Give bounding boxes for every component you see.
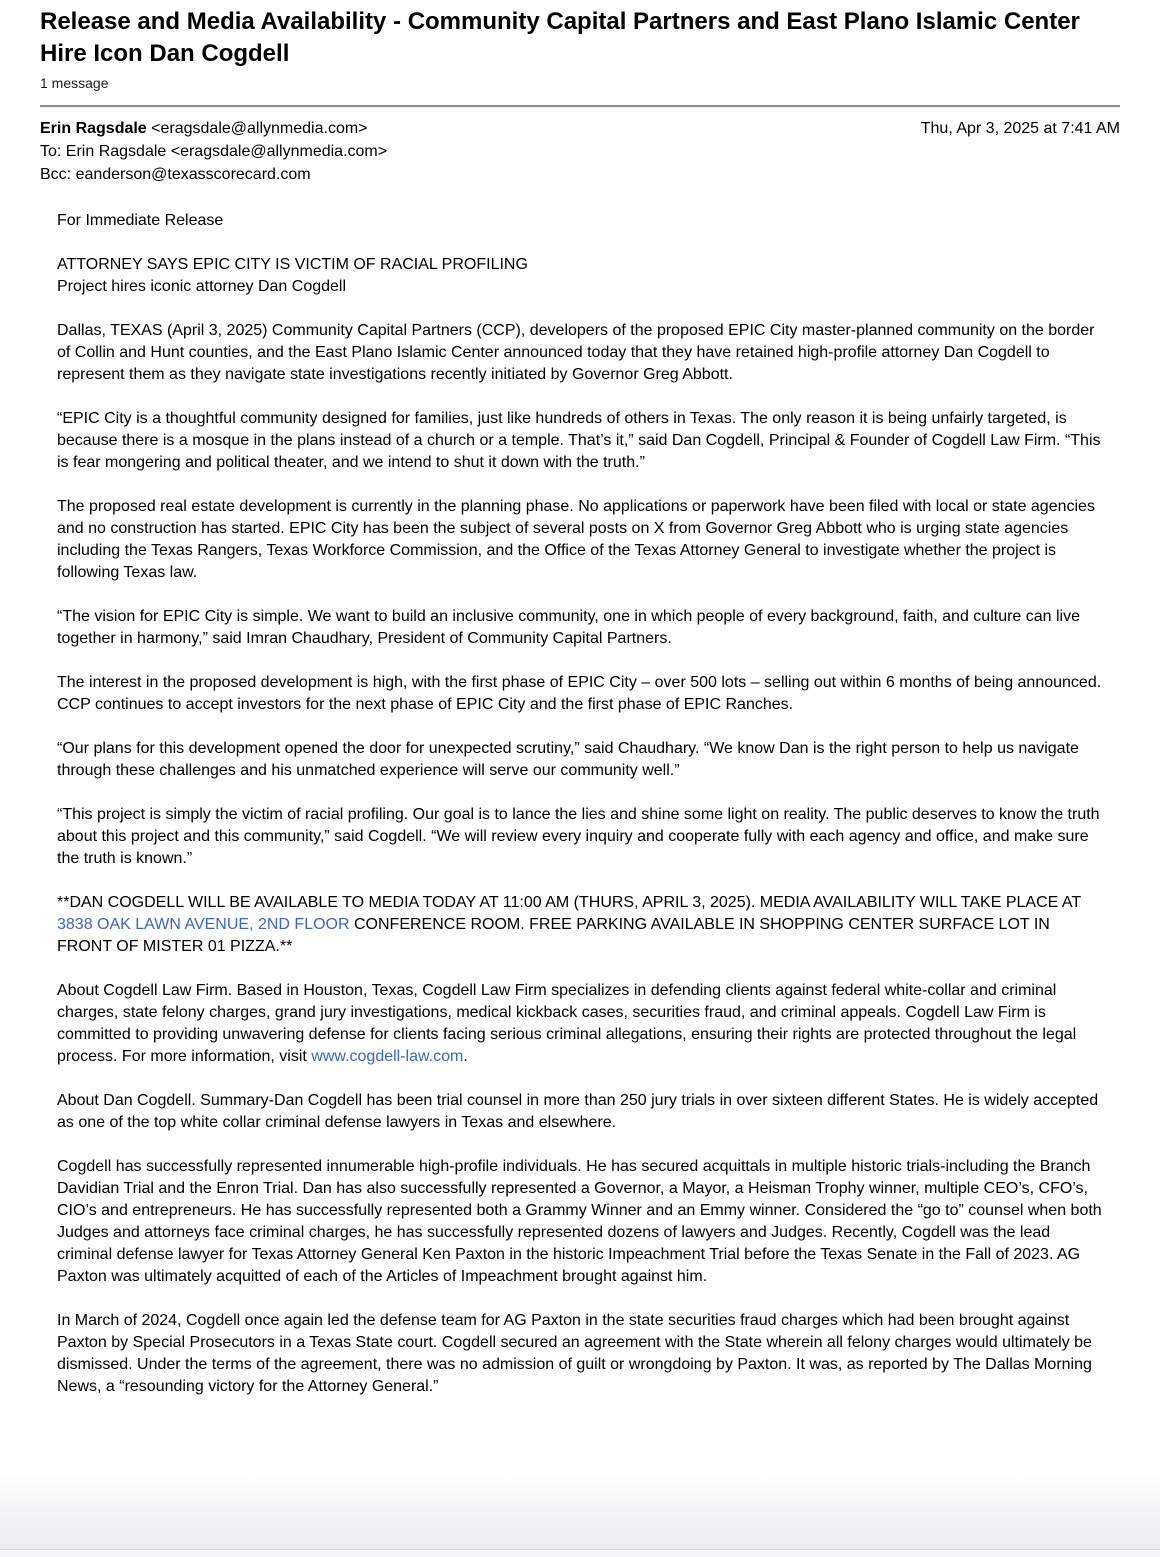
paragraph-text: Dallas, TEXAS (April 3, 2025) Community Capital Partners (CCP), developers of the proposed EPIC City master-planned community on the border of Collin and Hunt counties, and the East Plano Islamic Center announced today that they have retained high-profile attorney Dan Cogdell to represent them as they navigate state investigations recently initiated by Governor Greg Abbott. — [57, 322, 1095, 383]
sender-email: <eragsdale@allynmedia.com> — [146, 120, 368, 137]
paragraph — [57, 210, 1103, 232]
header-divider — [40, 105, 1120, 108]
paragraph — [57, 496, 1103, 584]
paragraph — [57, 892, 1103, 958]
paragraph-text: ATTORNEY SAYS EPIC CITY IS VICTIM OF RACIAL PROFILING — [57, 256, 528, 273]
paragraph — [57, 1310, 1103, 1398]
bcc-line: Bcc: eanderson@texasscorecard.com — [40, 166, 311, 183]
email-body — [57, 210, 1103, 1398]
sender-name: Erin Ragsdale — [40, 120, 147, 137]
paragraph-text: In March of 2024, Cogdell once again led the defense team for AG Paxton in the state securities fraud charges which had been brought against Paxton by Special Prosecutors in a Texas State court. Cogdell secured an agreement with the State wherein all felony charges would ultimately be dismissed. Under the terms of the agreement, there was no admission of guilt or wrongdoing by Paxton. It was, as reported by The Dallas Morning News, a “resounding victory for the Attorney General.” — [57, 1312, 1092, 1395]
cogdell-law-website-link[interactable]: www.cogdell-law.com — [311, 1048, 464, 1065]
paragraph-text: “Our plans for this development opened the door for unexpected scrutiny,” said Chaudhary. “We know Dan is the right person to help us navigate through these challenges and his unmatched experience will serve our community well.” — [57, 740, 1079, 779]
paragraph — [57, 1156, 1103, 1288]
paragraph — [57, 980, 1103, 1068]
paragraph-text: “This project is simply the victim of racial profiling. Our goal is to lance the lies and shine some light on reality. The public deserves to know the truth about this project and this community,” said Cogdell. “We will review every inquiry and cooperate fully with each agency and office, and make sure the truth is known.” — [57, 806, 1100, 867]
paragraph — [57, 804, 1103, 870]
paragraph-text: CONFERENCE ROOM. FREE PARKING AVAILABLE IN SHOPPING CENTER SURFACE LOT IN FRONT OF MISTER 01 PIZZA.** — [57, 916, 1050, 955]
paragraph-text: **DAN COGDELL WILL BE AVAILABLE TO MEDIA TODAY AT 11:00 AM (THURS, APRIL 3, 2025). MEDIA AVAILABILITY WILL TAKE PLACE AT — [57, 894, 1081, 911]
paragraph — [57, 1090, 1103, 1134]
paragraph-text: “The vision for EPIC City is simple. We want to build an inclusive community, one in which people of every background, faith, and culture can live together in harmony,” said Imran Chaudhary, President of Community Capital Partners. — [57, 608, 1081, 647]
message-count: 1 message — [40, 75, 109, 91]
page-bottom-fade — [0, 1474, 1160, 1556]
paragraph — [57, 408, 1103, 474]
paragraph — [57, 738, 1103, 782]
paragraph — [57, 254, 1103, 298]
to-line: To: Erin Ragsdale <eragsdale@allynmedia.com> — [40, 143, 388, 160]
email-date: Thu, Apr 3, 2025 at 7:41 AM — [920, 120, 1120, 137]
paragraph-text: About Cogdell Law Firm. Based in Houston, Texas, Cogdell Law Firm specializes in defending clients against federal white-collar and criminal charges, state felony charges, grand jury investigations, medical kickback cases, securities fraud, and criminal appeals. Cogdell Law Firm is committed to providing unwavering defense for clients facing serious criminal allegations, ensuring their rights are protected throughout the legal process. For more information, visit — [57, 982, 1077, 1065]
email-meta — [40, 117, 1120, 186]
paragraph-text: . — [463, 1048, 468, 1065]
paragraph-text: For Immediate Release — [57, 212, 224, 229]
address-link[interactable]: 3838 OAK LAWN AVENUE, 2ND FLOOR — [57, 916, 350, 933]
email-subject: Release and Media Availability - Community Capital Partners and East Plano Islamic Center Hire Icon Dan Cogdell — [40, 8, 1080, 67]
paragraph — [57, 320, 1103, 386]
paragraph-text: The proposed real estate development is currently in the planning phase. No applications or paperwork have been filed with local or state agencies and no construction has started. EPIC City has been the subject of several posts on X from Governor Greg Abbott who is urging state agencies including the Texas Rangers, Texas Workforce Commission, and the Office of the Texas Attorney General to investigate whether the project is following Texas law. — [57, 498, 1095, 581]
paragraph-text: About Dan Cogdell. Summary-Dan Cogdell has been trial counsel in more than 250 jury trials in over sixteen different States. He is widely accepted as one of the top white collar criminal defense lawyers in Texas and elsewhere. — [57, 1092, 1099, 1131]
paragraph-text: Project hires iconic attorney Dan Cogdell — [57, 278, 347, 295]
paragraph-text: “EPIC City is a thoughtful community designed for families, just like hundreds of others in Texas. The only reason it is being unfairly targeted, is because there is a mosque in the plans instead of a church or a temple. That’s it,” said Dan Cogdell, Principal & Founder of Cogdell Law Firm. “This is fear mongering and political theater, and we intend to shut it down with the truth.” — [57, 410, 1101, 471]
window-bottom-edge — [0, 1549, 1160, 1557]
paragraph-text: The interest in the proposed development is high, with the first phase of EPIC City – over 500 lots – selling out within 6 months of being announced. CCP continues to accept investors for the next phase of EPIC City and the first phase of EPIC Ranches. — [57, 674, 1102, 713]
paragraph-text: Cogdell has successfully represented innumerable high-profile individuals. He has secured acquittals in multiple historic trials-including the Branch Davidian Trial and the Enron Trial. Dan has also successfully represented a Governor, a Mayor, a Heisman Trophy winner, multiple CEO’s, CFO’s, CIO’s and entrepreneurs. He has successfully represented both a Grammy Winner and an Emmy winner. Considered the “go to” counsel when both Judges and attorneys face criminal charges, he has successfully represented dozens of lawyers and Judges. Recently, Cogdell was the lead criminal defense lawyer for Texas Attorney General Ken Paxton in the historic Impeachment Trial before the Texas Senate in the Fall of 2023. AG Paxton was ultimately acquitted of each of the Articles of Impeachment brought against him. — [57, 1158, 1102, 1285]
paragraph — [57, 606, 1103, 650]
paragraph — [57, 672, 1103, 716]
email-print-view — [0, 6, 1160, 1398]
